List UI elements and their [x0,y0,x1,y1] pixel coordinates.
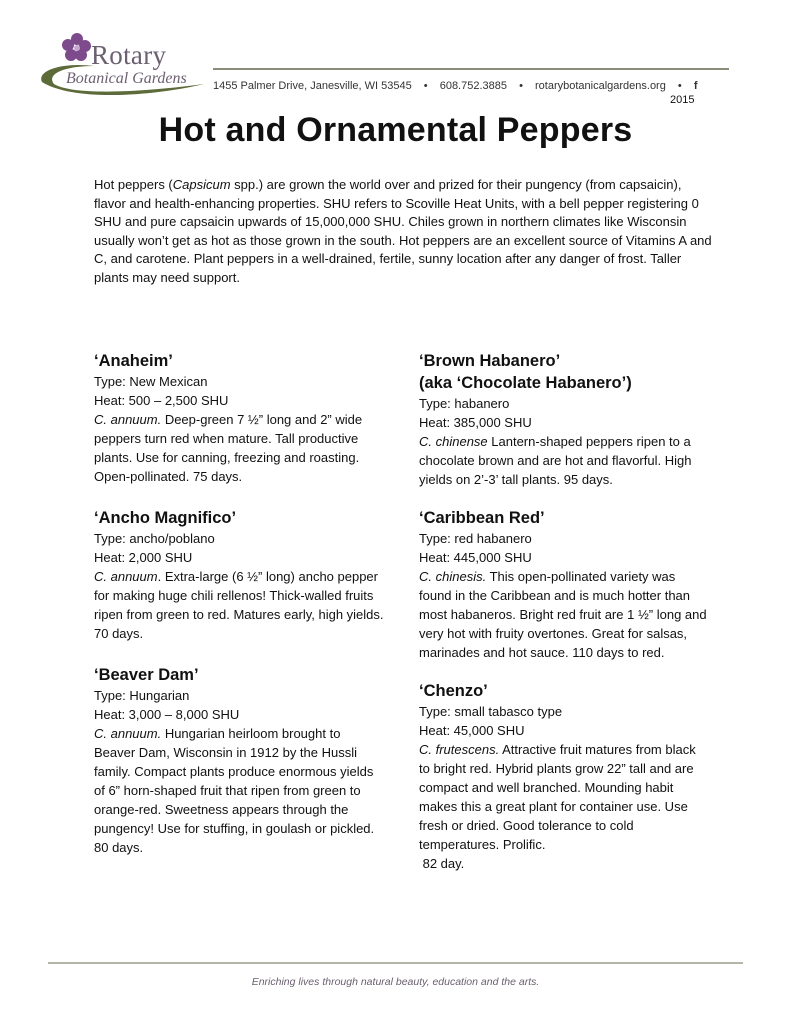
variety-type: Type: New Mexican [94,374,208,389]
variety-description [94,724,384,857]
bullet-separator: • [519,80,523,92]
footer-divider [48,962,743,964]
variety-desc-text: . Extra-large (6 ½” long) ancho pepper for making huge chili rellenos! Thick-walled fruits ripen from green to red. Matures early, high yields. 70 days. [94,569,384,641]
website-link[interactable]: rotarybotanicalgardens.org [534,80,666,92]
footer-tagline: Enriching lives through natural beauty, education and the arts. [251,976,540,988]
variety-caribbean-red [419,507,709,662]
variety-name: ‘Beaver Dam’ [94,666,199,684]
page-title: Hot and Ornamental Peppers [158,111,633,149]
variety-desc-text: Deep-green 7 ½” long and 2” wide peppers turn red when mature. Tall productive plants. Use for canning, freezing and roasting. Open-pollinated. 75 days. [94,412,363,484]
variety-name: ‘Chenzo’ [419,682,488,700]
variety-days: 82 day. [419,856,465,871]
variety-heat: Heat: 3,000 – 8,000 SHU [94,707,240,722]
bullet-separator: • [677,80,682,92]
variety-name: ‘Anaheim’ [94,352,173,370]
variety-heat: Heat: 500 – 2,500 SHU [94,393,229,408]
variety-desc-text: Hungarian heirloom brought to Beaver Dam, Wisconsin in 1912 by the Hussli family. Compact plants produce enormous yields of 6” horn-shaped fruit that ripen from green to orange-red. Sweetness appears through the pungency! Use for stuffing, in goulash or pickled. 80 days. [94,726,375,855]
address-text: 1455 Palmer Drive, Janesville, WI 53545 [213,80,412,92]
variety-type: Type: small tabasco type [419,704,563,719]
variety-name: ‘Ancho Magnifico’ [94,509,237,527]
variety-description [419,432,709,489]
phone-text: 608.752.3885 [439,80,507,92]
variety-anaheim [94,350,384,486]
variety-type: Type: ancho/poblano [94,531,215,546]
variety-species: C. annuum. [94,726,162,741]
variety-alias: (aka ‘Chocolate Habanero’) [419,374,632,392]
logo-word-botanical-gardens: Botanical Gardens [66,70,187,87]
left-column [94,350,384,857]
variety-desc-text: This open-pollinated variety was found in the Caribbean and is much hotter than most habaneros. Bright red fruit are 1 ½” long and very hot with fruity overtones. Great for salsas, marinades and hot sauce. 110 days to red. [419,569,707,660]
rotary-logo [34,30,209,98]
variety-type: Type: Hungarian [94,688,190,703]
variety-description [419,567,709,662]
right-column [419,350,709,873]
variety-desc-text: Attractive fruit matures from black to bright red. Hybrid plants grow 22” tall and are compact and well branched. Mounding habit makes this a great plant for container use. Use fresh or dried. Good tolerance to cold temperatures. Prolific. [419,742,696,852]
intro-genus: Capsicum [172,177,231,192]
variety-type: Type: red habanero [419,531,532,546]
variety-heat: Heat: 385,000 SHU [419,415,532,430]
variety-name: ‘Brown Habanero’ [419,352,561,370]
variety-species: C. chinesis. [419,569,487,584]
variety-type: Type: habanero [419,396,510,411]
contact-line [213,80,698,92]
variety-desc-text: Lantern-shaped peppers ripen to a chocolate brown and are hot and flavorful. High yields on 2’-3’ tall plants. 95 days. [419,434,692,487]
variety-name: ‘Caribbean Red’ [419,509,545,527]
intro-text: Hot peppers ( [94,177,173,192]
variety-description [94,410,384,486]
variety-description [94,567,384,643]
variety-heat: Heat: 2,000 SHU [94,550,193,565]
variety-species: C. annuum [94,569,158,584]
variety-heat: Heat: 45,000 SHU [419,723,525,738]
intro-text: spp.) are grown the world over and prized for their pungency (from capsaicin), flavor and health-enhancing properties. SHU refers to Scoville Heat Units, with a bell pepper registering 0 SHU and pure capsaicin upwards of 15,000,000 SHU. Chiles grown in northern climates like Wisconsin usually won’t get as hot as those grown in the south. Hot peppers are an excellent source of Vitamins A and C, and carotene. Plant peppers in a well-drained, fertile, sunny location after any danger of frost. Taller plants may need support. [94,177,712,285]
facebook-icon[interactable]: f [693,80,698,92]
bullet-separator: • [423,80,428,92]
variety-beaver-dam [94,664,384,857]
variety-brown-habanero [419,350,709,489]
intro-paragraph [94,176,714,287]
year-label: 2015 [670,94,695,106]
logo-word-rotary: Rotary [91,40,167,70]
variety-species: C. chinense [419,434,488,449]
variety-chenzo [419,680,709,873]
variety-ancho-magnifico [94,507,384,643]
variety-description [419,740,709,854]
variety-heat: Heat: 445,000 SHU [419,550,532,565]
variety-species: C. annuum. [94,412,162,427]
variety-species: C. frutescens. [419,742,500,757]
header-divider [213,68,729,70]
